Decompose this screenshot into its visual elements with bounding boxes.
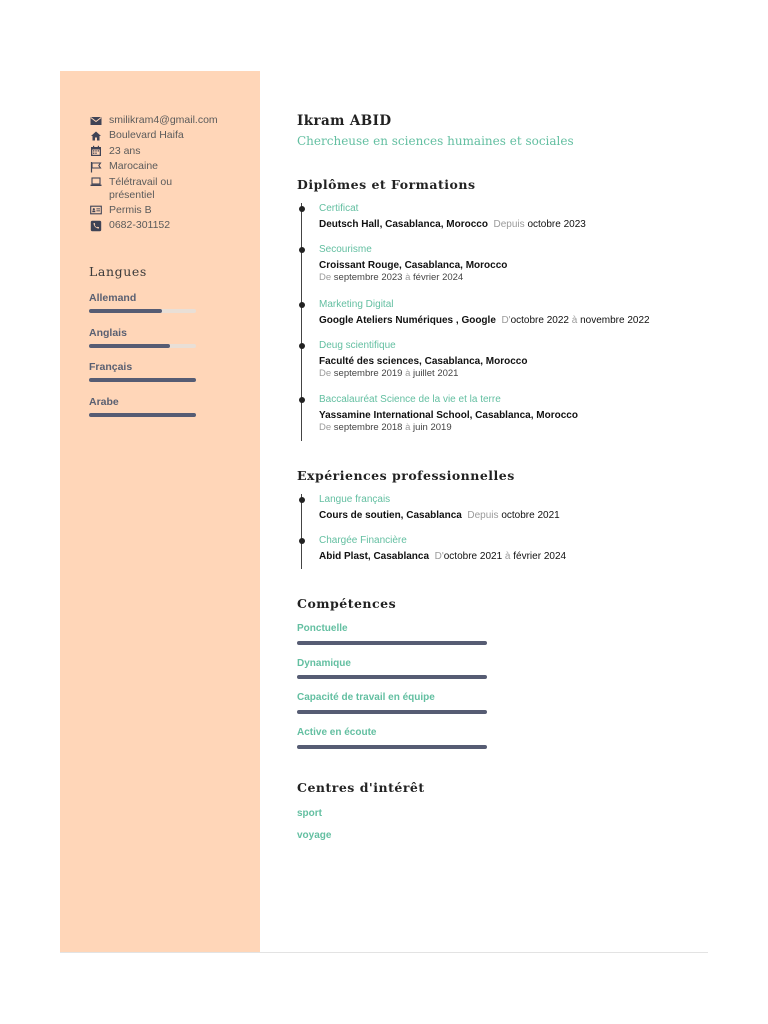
skill-level-bar (297, 675, 487, 679)
resume-page (60, 71, 708, 953)
contact-work-mode-text (109, 176, 172, 202)
contact-license (90, 204, 255, 217)
date-end: février 2024 (413, 272, 464, 283)
date-start: septembre 2018 (333, 422, 403, 433)
date-end: juin 2019 (413, 422, 452, 433)
interest-item: voyage (297, 829, 332, 841)
education-item-title: Deug scientifique (319, 340, 396, 351)
contact-phone-text: 0682-301152 (109, 219, 171, 232)
timeline-dot (299, 497, 305, 503)
language-level-track (89, 378, 196, 382)
experience-item (302, 535, 682, 569)
language-level-bar (89, 309, 162, 313)
experience-item-org: Abid Plast, Casablanca (319, 551, 430, 562)
id-card-icon (90, 204, 102, 216)
language-item (89, 396, 199, 431)
education-item-title: Baccalauréat Science de la vie et la terre (319, 394, 501, 405)
language-name: Français (89, 361, 133, 373)
language-name: Allemand (89, 292, 137, 304)
date-separator: à (405, 422, 411, 433)
date-end: novembre 2022 (580, 315, 650, 326)
contact-work-mode (90, 176, 255, 202)
date-prefix: D' (434, 551, 444, 562)
skill-item (297, 692, 487, 727)
experience-item-title: Chargée Financière (319, 535, 407, 546)
flag-icon (90, 161, 102, 173)
date-separator: à (405, 272, 411, 283)
experience-item-org-line (319, 550, 682, 563)
date-start: octobre 2021 (443, 551, 503, 562)
education-item-org-line (319, 355, 682, 368)
date-separator: à (571, 315, 578, 326)
education-item-title: Marketing Digital (319, 299, 394, 310)
skills-list (297, 623, 487, 762)
timeline-dot (299, 538, 305, 544)
education-item (302, 340, 682, 394)
education-item-org-line (319, 218, 682, 231)
language-name: Arabe (89, 395, 119, 408)
education-item-org-line (319, 409, 682, 422)
person-name: Ikram ABID (297, 113, 392, 129)
skill-level-bar (297, 710, 487, 714)
contact-phone (90, 219, 255, 232)
date-end: juillet 2021 (413, 368, 459, 379)
experience-item (302, 494, 682, 535)
date-prefix: D' (501, 315, 511, 326)
timeline-dot (299, 397, 305, 403)
skill-name: Dynamique (297, 657, 351, 669)
languages-title: Langues (89, 264, 147, 279)
date-prefix: Depuis (467, 510, 499, 521)
envelope-icon (90, 115, 102, 127)
language-name: Anglais (89, 326, 127, 339)
date-separator: à (504, 551, 511, 562)
person-role: Chercheuse en sciences humaines et sociales (297, 134, 574, 148)
education-item (302, 299, 682, 340)
skill-name: Active en écoute (297, 727, 377, 739)
experience-item-org: Cours de soutien, Casablanca (319, 510, 462, 521)
interest-item: sport (297, 808, 322, 819)
experience-item-title: Langue français (319, 494, 391, 505)
date-prefix: Depuis (493, 219, 525, 230)
timeline-dot (299, 343, 305, 349)
laptop-icon (90, 176, 102, 188)
date-end: février 2024 (513, 551, 567, 562)
contact-address-text: Boulevard Haifa (109, 129, 184, 142)
timeline-dot (299, 302, 305, 308)
education-item (302, 244, 682, 299)
language-item (89, 327, 199, 362)
skill-item (297, 727, 487, 762)
date-prefix: De (319, 422, 332, 433)
contact-age (90, 145, 255, 158)
phone-icon (90, 220, 102, 232)
contact-work-mode-line2: présentiel (109, 188, 155, 201)
education-item-title: Certificat (319, 203, 359, 214)
home-icon (90, 130, 102, 142)
skill-level-bar (297, 641, 487, 645)
contact-work-mode-line1: Télétravail ou (109, 175, 173, 188)
education-item-org: Yassamine International School, Casablanca, Morocco (319, 410, 578, 421)
language-level-bar (89, 344, 170, 348)
date-start: octobre 2022 (510, 315, 569, 326)
contact-email-text: smilikram4@gmail.com (109, 114, 218, 126)
skill-item (297, 623, 487, 658)
timeline-dot (299, 206, 305, 212)
language-item (89, 292, 199, 327)
education-item-date (319, 272, 682, 284)
timeline-dot (299, 247, 305, 253)
education-item-org-line (319, 314, 682, 327)
education-item (302, 203, 682, 244)
education-item-title: Secourisme (319, 244, 372, 255)
date-start: octobre 2021 (501, 510, 560, 521)
language-level-track (89, 344, 196, 348)
date-separator: à (405, 368, 411, 379)
education-title: Diplômes et Formations (297, 177, 476, 192)
experience-timeline (301, 494, 682, 569)
language-level-track (89, 413, 196, 417)
contact-nationality (90, 160, 255, 173)
skill-name: Ponctuelle (297, 623, 348, 634)
education-timeline (301, 203, 682, 441)
skill-name: Capacité de travail en équipe (297, 692, 435, 704)
skills-title: Compétences (297, 596, 397, 611)
calendar-icon (90, 145, 102, 157)
education-item-org: Faculté des sciences, Casablanca, Morocco (319, 356, 528, 367)
date-prefix: De (319, 368, 332, 379)
education-item-org: Deutsch Hall, Casablanca, Morocco (319, 219, 488, 230)
education-item-org: Croissant Rouge, Casablanca, Morocco (319, 260, 508, 271)
interests-list (297, 808, 331, 851)
education-item-org: Google Ateliers Numériques , Google (319, 315, 496, 326)
contact-address (90, 129, 255, 142)
skill-level-bar (297, 745, 487, 749)
contact-list (90, 114, 255, 235)
contact-email (90, 114, 255, 127)
date-prefix: De (319, 272, 332, 283)
education-item (302, 394, 682, 441)
contact-age-text: 23 ans (109, 144, 141, 157)
language-level-bar (89, 378, 196, 382)
education-item-org-line (319, 259, 682, 272)
language-item (89, 361, 199, 396)
skill-item (297, 658, 487, 693)
education-item-date (319, 368, 682, 380)
sidebar (60, 71, 260, 952)
interests-title: Centres d'intérêt (297, 780, 425, 795)
date-start: septembre 2023 (333, 272, 403, 283)
contact-license-text: Permis B (109, 203, 152, 216)
experience-item-org-line (319, 509, 682, 522)
contact-nationality-text: Marocaine (109, 160, 159, 173)
language-level-track (89, 309, 196, 313)
date-start: septembre 2019 (333, 368, 403, 379)
languages-list (89, 292, 199, 430)
date-start: octobre 2023 (527, 219, 586, 230)
language-level-bar (89, 413, 196, 417)
experience-title: Expériences professionnelles (297, 468, 515, 483)
education-item-date (319, 422, 682, 434)
